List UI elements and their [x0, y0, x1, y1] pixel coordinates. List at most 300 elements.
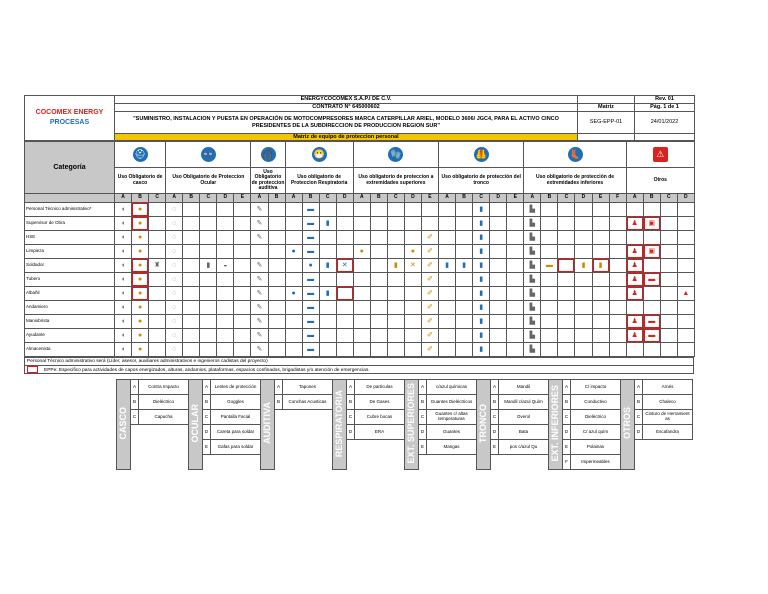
- column-letter: A: [626, 194, 643, 203]
- legend-label: Bata: [499, 425, 549, 440]
- matrix-cell: [439, 217, 456, 231]
- matrix-cell: [609, 287, 626, 301]
- matrix-cell: ▮: [575, 259, 592, 273]
- matrix-cell: [183, 287, 200, 301]
- matrix-cell: ▮: [473, 203, 490, 217]
- matrix-cell: [439, 203, 456, 217]
- row-category: Limpieza: [25, 245, 115, 259]
- matrix-cell: ▮: [592, 259, 609, 273]
- column-letter: D: [677, 194, 694, 203]
- matrix-cell: [490, 231, 507, 245]
- legend-letter: A: [563, 380, 571, 395]
- matrix-cell: [285, 203, 302, 217]
- legend-label: Mangas: [427, 440, 477, 455]
- matrix-cell: ♜: [149, 259, 166, 273]
- matrix-cell: [183, 343, 200, 357]
- legend-label: Mandil c/azul Quím: [499, 395, 549, 410]
- matrix-cell: [507, 273, 524, 287]
- group-icon-2: [251, 142, 285, 168]
- matrix-cell: ▮: [319, 217, 336, 231]
- matrix-cell: [592, 329, 609, 343]
- matrix-cell: [285, 329, 302, 343]
- column-letter: C: [660, 194, 677, 203]
- doc-date: 24/01/2022: [635, 112, 695, 134]
- group-icon-7: [626, 142, 694, 168]
- legend-ocular-title: OCULAR: [189, 380, 203, 470]
- matrix-cell: ✕: [336, 259, 353, 273]
- notes-table: [24, 357, 694, 374]
- legend-label: C/ impacto: [571, 380, 621, 395]
- matrix-cell: [507, 287, 524, 301]
- matrix-cell: [268, 315, 285, 329]
- column-letter: A: [524, 194, 541, 203]
- matrix-cell: [558, 259, 575, 273]
- contract-number: CONTRATO N° 645000602: [115, 104, 578, 112]
- matrix-cell: ✐: [421, 287, 438, 301]
- matrix-cell: [200, 329, 217, 343]
- column-letter: C: [149, 194, 166, 203]
- legend-label: Mandil: [499, 380, 549, 395]
- matrix-cell: [609, 301, 626, 315]
- matrix-cell: [370, 273, 387, 287]
- column-letter: A: [251, 194, 268, 203]
- matrix-cell: [558, 343, 575, 357]
- matrix-cell: [592, 301, 609, 315]
- legend-label: Capucha: [139, 410, 189, 425]
- matrix-cell: [643, 259, 660, 273]
- matrix-cell: [660, 329, 677, 343]
- legend-letter: E: [203, 440, 211, 455]
- matrix-cell: [183, 273, 200, 287]
- matrix-cell: [558, 231, 575, 245]
- matrix-cell: ◖: [115, 287, 132, 301]
- matrix-cell: [643, 301, 660, 315]
- row-category: Albañil: [25, 287, 115, 301]
- matrix-cell: [490, 203, 507, 217]
- column-letter: A: [285, 194, 302, 203]
- legend-label: Tapones: [283, 380, 333, 395]
- matrix-cell: [677, 203, 694, 217]
- matrix-cell: ▣: [643, 245, 660, 259]
- column-letter: F: [609, 194, 626, 203]
- legend-label: De Gases: [355, 395, 405, 410]
- matrix-cell: [183, 231, 200, 245]
- matrix-cell: [592, 343, 609, 357]
- legend-label: Lentes de protección: [211, 380, 261, 395]
- matrix-cell: [541, 301, 558, 315]
- column-letter: A: [439, 194, 456, 203]
- legend-row: [117, 380, 693, 395]
- matrix-cell: [456, 315, 473, 329]
- matrix-cell: [217, 231, 234, 245]
- matrix-cell: ♟: [626, 315, 643, 329]
- legend-letter: D: [635, 425, 643, 440]
- matrix-title: Matriz de equipo de proteccion personal: [115, 134, 578, 141]
- matrix-cell: [234, 217, 251, 231]
- matrix-cell: ◌: [166, 273, 183, 287]
- column-letter: E: [234, 194, 251, 203]
- row-category: Almacenista: [25, 343, 115, 357]
- legend-letter: C: [203, 410, 211, 425]
- matrix-cell: ▙: [524, 203, 541, 217]
- column-letter: B: [643, 194, 660, 203]
- matrix-cell: [541, 343, 558, 357]
- matrix-cell: [183, 259, 200, 273]
- column-letter: C: [200, 194, 217, 203]
- legend-label: ERA: [355, 425, 405, 440]
- legend-superiores-title: EXT. SUPERIORES: [405, 380, 419, 470]
- legend-label: Gafas para soldar: [211, 440, 261, 455]
- matrix-cell: [234, 287, 251, 301]
- column-letter: D: [217, 194, 234, 203]
- table-row: [25, 217, 695, 231]
- matrix-cell: [660, 287, 677, 301]
- matrix-cell: ▙: [524, 231, 541, 245]
- matrix-cell: [370, 203, 387, 217]
- row-category: Personal Técnico administrativo*: [25, 203, 115, 217]
- legend-label: Guantes c/ altas temperaturas: [427, 410, 477, 425]
- matrix-cell: [643, 203, 660, 217]
- matrix-cell: [439, 231, 456, 245]
- matrix-cell: [592, 273, 609, 287]
- table-row: [25, 343, 695, 357]
- matrix-cell: [507, 231, 524, 245]
- matrix-cell: [421, 203, 438, 217]
- matrix-cell: [149, 273, 166, 287]
- matrix-cell: [507, 203, 524, 217]
- mask-icon: 😷: [312, 147, 327, 162]
- ppe-matrix-sheet: [24, 95, 694, 470]
- matrix-cell: [353, 259, 370, 273]
- matrix-cell: ◖: [115, 259, 132, 273]
- matrix-cell: ◌: [166, 217, 183, 231]
- matrix-cell: ◖: [115, 343, 132, 357]
- matrix-cell: [319, 273, 336, 287]
- group-label-4: Uso obligatorio de proteccion a extremidades superiores: [353, 168, 438, 194]
- matrix-cell: [404, 203, 421, 217]
- matrix-cell: [660, 273, 677, 287]
- ppe-matrix: [24, 141, 695, 357]
- matrix-cell: [592, 217, 609, 231]
- matrix-cell: [558, 203, 575, 217]
- matrix-cell: [268, 245, 285, 259]
- matrix-cell: ●: [353, 245, 370, 259]
- matrix-cell: [387, 231, 404, 245]
- matrix-cell: ✐: [421, 273, 438, 287]
- matrix-cell: ✎: [251, 273, 268, 287]
- project-title: "SUMINISTRO, INSTALACION Y PUESTA EN OPERACIÓN DE MOTOCOMPRESORES MARCA CATERPILLAR ARIEL, MODELO 3606/ JGC4, PARA EL ACTIVO CINCO PRESIDENTES DE LA SUBDIRECCION DE PRODUCCION REGION SUR": [115, 112, 578, 134]
- table-row: [25, 245, 695, 259]
- matrix-cell: ●: [132, 273, 149, 287]
- matrix-cell: [439, 273, 456, 287]
- matrix-cell: [507, 329, 524, 343]
- group-icon-4: [353, 142, 438, 168]
- matrix-cell: ▙: [524, 287, 541, 301]
- matrix-cell: [609, 329, 626, 343]
- matrix-cell: ♟: [626, 217, 643, 231]
- matrix-cell: ●: [132, 329, 149, 343]
- matrix-cell: [456, 329, 473, 343]
- matrix-cell: ▙: [524, 259, 541, 273]
- matrix-cell: ▮: [319, 259, 336, 273]
- matrix-cell: [404, 301, 421, 315]
- matrix-cell: ✐: [421, 315, 438, 329]
- matrix-cell: ●: [285, 245, 302, 259]
- matrix-cell: [268, 217, 285, 231]
- matrix-cell: [183, 329, 200, 343]
- red-box-legend: [27, 366, 38, 373]
- matrix-cell: ▣: [643, 217, 660, 231]
- group-label-0: Uso Obligatorio de casco: [115, 168, 166, 194]
- legend-letter: B: [275, 395, 283, 410]
- matrix-cell: ▬: [302, 287, 319, 301]
- matrix-cell: [387, 203, 404, 217]
- column-letter: B: [268, 194, 285, 203]
- matrix-cell: [490, 329, 507, 343]
- matrix-cell: ✎: [251, 231, 268, 245]
- matrix-cell: [319, 329, 336, 343]
- matrix-cell: [200, 217, 217, 231]
- matrix-cell: ▬: [302, 231, 319, 245]
- letter-blank: [25, 194, 115, 203]
- matrix-cell: [234, 301, 251, 315]
- legend-label: Cubre bocas: [355, 410, 405, 425]
- matrix-cell: ▙: [524, 315, 541, 329]
- legend-label: Arnés: [643, 380, 693, 395]
- matrix-cell: ▬: [302, 273, 319, 287]
- legend-label: Conductivo: [571, 395, 621, 410]
- column-letter: C: [473, 194, 490, 203]
- legend-letter: B: [203, 395, 211, 410]
- matrix-cell: ▙: [524, 273, 541, 287]
- matrix-cell: [592, 231, 609, 245]
- group-label-7: Otros: [626, 168, 694, 194]
- row-category: Andamiero: [25, 301, 115, 315]
- matrix-cell: ●: [404, 245, 421, 259]
- matrix-cell: [285, 231, 302, 245]
- matrix-cell: [677, 245, 694, 259]
- matrix-cell: [370, 343, 387, 357]
- matrix-cell: ◖: [115, 245, 132, 259]
- matrix-cell: [592, 203, 609, 217]
- matrix-cell: ●: [132, 203, 149, 217]
- matrix-cell: ◖: [115, 231, 132, 245]
- table-row: [25, 315, 695, 329]
- matrix-cell: [439, 245, 456, 259]
- matrix-cell: [439, 315, 456, 329]
- row-category: Tubero: [25, 273, 115, 287]
- matrix-cell: [575, 245, 592, 259]
- matrix-cell: [149, 301, 166, 315]
- matrix-cell: [353, 301, 370, 315]
- matrix-cell: [660, 315, 677, 329]
- matrix-cell: ▬: [302, 301, 319, 315]
- matrix-cell: ▬: [302, 329, 319, 343]
- note-eppe: [25, 366, 694, 374]
- matrix-cell: [285, 259, 302, 273]
- legend-letter: F: [563, 455, 571, 470]
- matrix-cell: ▙: [524, 343, 541, 357]
- matrix-cell: [217, 329, 234, 343]
- legend-letter: A: [635, 380, 643, 395]
- matrix-cell: ▙: [524, 217, 541, 231]
- matrix-cell: [404, 287, 421, 301]
- matrix-cell: [319, 343, 336, 357]
- legend-table: [116, 379, 693, 470]
- matrix-cell: ▮: [456, 259, 473, 273]
- matrix-cell: [439, 343, 456, 357]
- matrix-cell: [319, 231, 336, 245]
- matrix-cell: [626, 301, 643, 315]
- matrix-cell: ●: [132, 301, 149, 315]
- matrix-cell: ◌: [166, 343, 183, 357]
- matrix-cell: ▮: [473, 231, 490, 245]
- matrix-cell: [643, 231, 660, 245]
- matrix-cell: [575, 217, 592, 231]
- matrix-cell: [575, 301, 592, 315]
- column-letter: B: [370, 194, 387, 203]
- matrix-cell: [456, 343, 473, 357]
- matrix-cell: [490, 245, 507, 259]
- matrix-cell: [268, 343, 285, 357]
- matrix-cell: ▮: [319, 287, 336, 301]
- doc-code: SEG-EPP-01: [578, 112, 635, 134]
- column-letter: A: [166, 194, 183, 203]
- matrix-cell: ✐: [421, 245, 438, 259]
- matrix-cell: [575, 287, 592, 301]
- matrix-cell: [268, 231, 285, 245]
- matrix-cell: [387, 217, 404, 231]
- matrix-cell: [387, 343, 404, 357]
- legend-tronco-title: TRONCO: [477, 380, 491, 470]
- legend-letter: A: [203, 380, 211, 395]
- table-row: [25, 287, 695, 301]
- matrix-cell: [319, 245, 336, 259]
- matrix-cell: ▙: [524, 301, 541, 315]
- legend-letter: E: [419, 440, 427, 455]
- matrix-cell: ▬: [643, 315, 660, 329]
- matrix-cell: ◌: [166, 301, 183, 315]
- matrix-cell: [353, 231, 370, 245]
- categoria-header: Categoría: [25, 142, 115, 194]
- legend-label: Contra Impacto: [139, 380, 189, 395]
- matrix-cell: [677, 217, 694, 231]
- table-row: [25, 329, 695, 343]
- matrix-cell: [677, 315, 694, 329]
- matrix-cell: [660, 301, 677, 315]
- matrix-cell: [439, 287, 456, 301]
- matrix-cell: ◌: [166, 203, 183, 217]
- matrix-cell: [336, 203, 353, 217]
- matrix-cell: [234, 329, 251, 343]
- legend-label: C/ azul quím: [571, 425, 621, 440]
- matrix-cell: [660, 231, 677, 245]
- matrix-cell: [217, 245, 234, 259]
- matrix-cell: [660, 217, 677, 231]
- matrix-cell: [387, 245, 404, 259]
- column-letter: D: [336, 194, 353, 203]
- matrix-cell: [490, 287, 507, 301]
- matrix-cell: [370, 259, 387, 273]
- matrix-cell: [200, 301, 217, 315]
- matrix-cell: [490, 315, 507, 329]
- matrix-cell: ▮: [473, 329, 490, 343]
- legend-letter: A: [491, 380, 499, 395]
- legend-letter: C: [635, 410, 643, 425]
- matrix-cell: [200, 273, 217, 287]
- column-letter: C: [387, 194, 404, 203]
- matrix-cell: [336, 245, 353, 259]
- column-letter: C: [319, 194, 336, 203]
- matrix-cell: [575, 273, 592, 287]
- matrix-cell: ✎: [251, 343, 268, 357]
- legend-label: Guantes: [427, 425, 477, 440]
- legend-letter: A: [347, 380, 355, 395]
- matrix-cell: [626, 231, 643, 245]
- matrix-cell: [370, 287, 387, 301]
- matrix-cell: [421, 217, 438, 231]
- matrix-cell: [609, 259, 626, 273]
- matrix-cell: [285, 343, 302, 357]
- matrix-cell: [677, 231, 694, 245]
- matrix-cell: [677, 259, 694, 273]
- legend-label: Polainas: [571, 440, 621, 455]
- legend-letter: B: [563, 395, 571, 410]
- matrix-cell: [541, 315, 558, 329]
- group-label-5: Uso obligatorio de protección del tronco: [439, 168, 524, 194]
- table-row: [25, 231, 695, 245]
- matrix-cell: [507, 301, 524, 315]
- matrix-cell: [541, 245, 558, 259]
- matrix-cell: ✎: [251, 217, 268, 231]
- matrix-cell: [336, 273, 353, 287]
- matrix-cell: [558, 245, 575, 259]
- legend-letter: C: [419, 410, 427, 425]
- matrix-cell: ✎: [251, 287, 268, 301]
- matrix-cell: ◌: [166, 329, 183, 343]
- matrix-cell: [336, 315, 353, 329]
- matrix-cell: ✕: [404, 259, 421, 273]
- matrix-cell: [149, 203, 166, 217]
- legend-letter: C: [347, 410, 355, 425]
- legend-casco-title: CASCO: [117, 380, 131, 470]
- matrix-cell: [336, 301, 353, 315]
- matrix-cell: [660, 259, 677, 273]
- legend-label: Goggles: [211, 395, 261, 410]
- row-category: Ayudante: [25, 329, 115, 343]
- legend-respiratoria-title: RESPIRATORIA: [333, 380, 347, 470]
- matrix-cell: ●: [132, 287, 149, 301]
- group-icon-0: [115, 142, 166, 168]
- matrix-cell: [370, 329, 387, 343]
- matrix-cell: [183, 245, 200, 259]
- group-icon-1: [166, 142, 251, 168]
- matrix-cell: [353, 343, 370, 357]
- row-category: Maniobrista: [25, 315, 115, 329]
- legend-letter: C: [131, 410, 139, 425]
- matrix-cell: [336, 343, 353, 357]
- note-admin: Personal Técnico administrativo será (Líder, asesor, auxiliares administrativos e ingenieros cadistas del proyecto): [25, 358, 694, 366]
- matrix-cell: [268, 273, 285, 287]
- legend-label: De particulas: [355, 380, 405, 395]
- matrix-cell: [541, 203, 558, 217]
- matrix-cell: [439, 329, 456, 343]
- matrix-cell: ▲: [677, 287, 694, 301]
- matrix-cell: [217, 315, 234, 329]
- matrix-cell: [234, 315, 251, 329]
- matrix-cell: [558, 329, 575, 343]
- matrix-cell: [575, 343, 592, 357]
